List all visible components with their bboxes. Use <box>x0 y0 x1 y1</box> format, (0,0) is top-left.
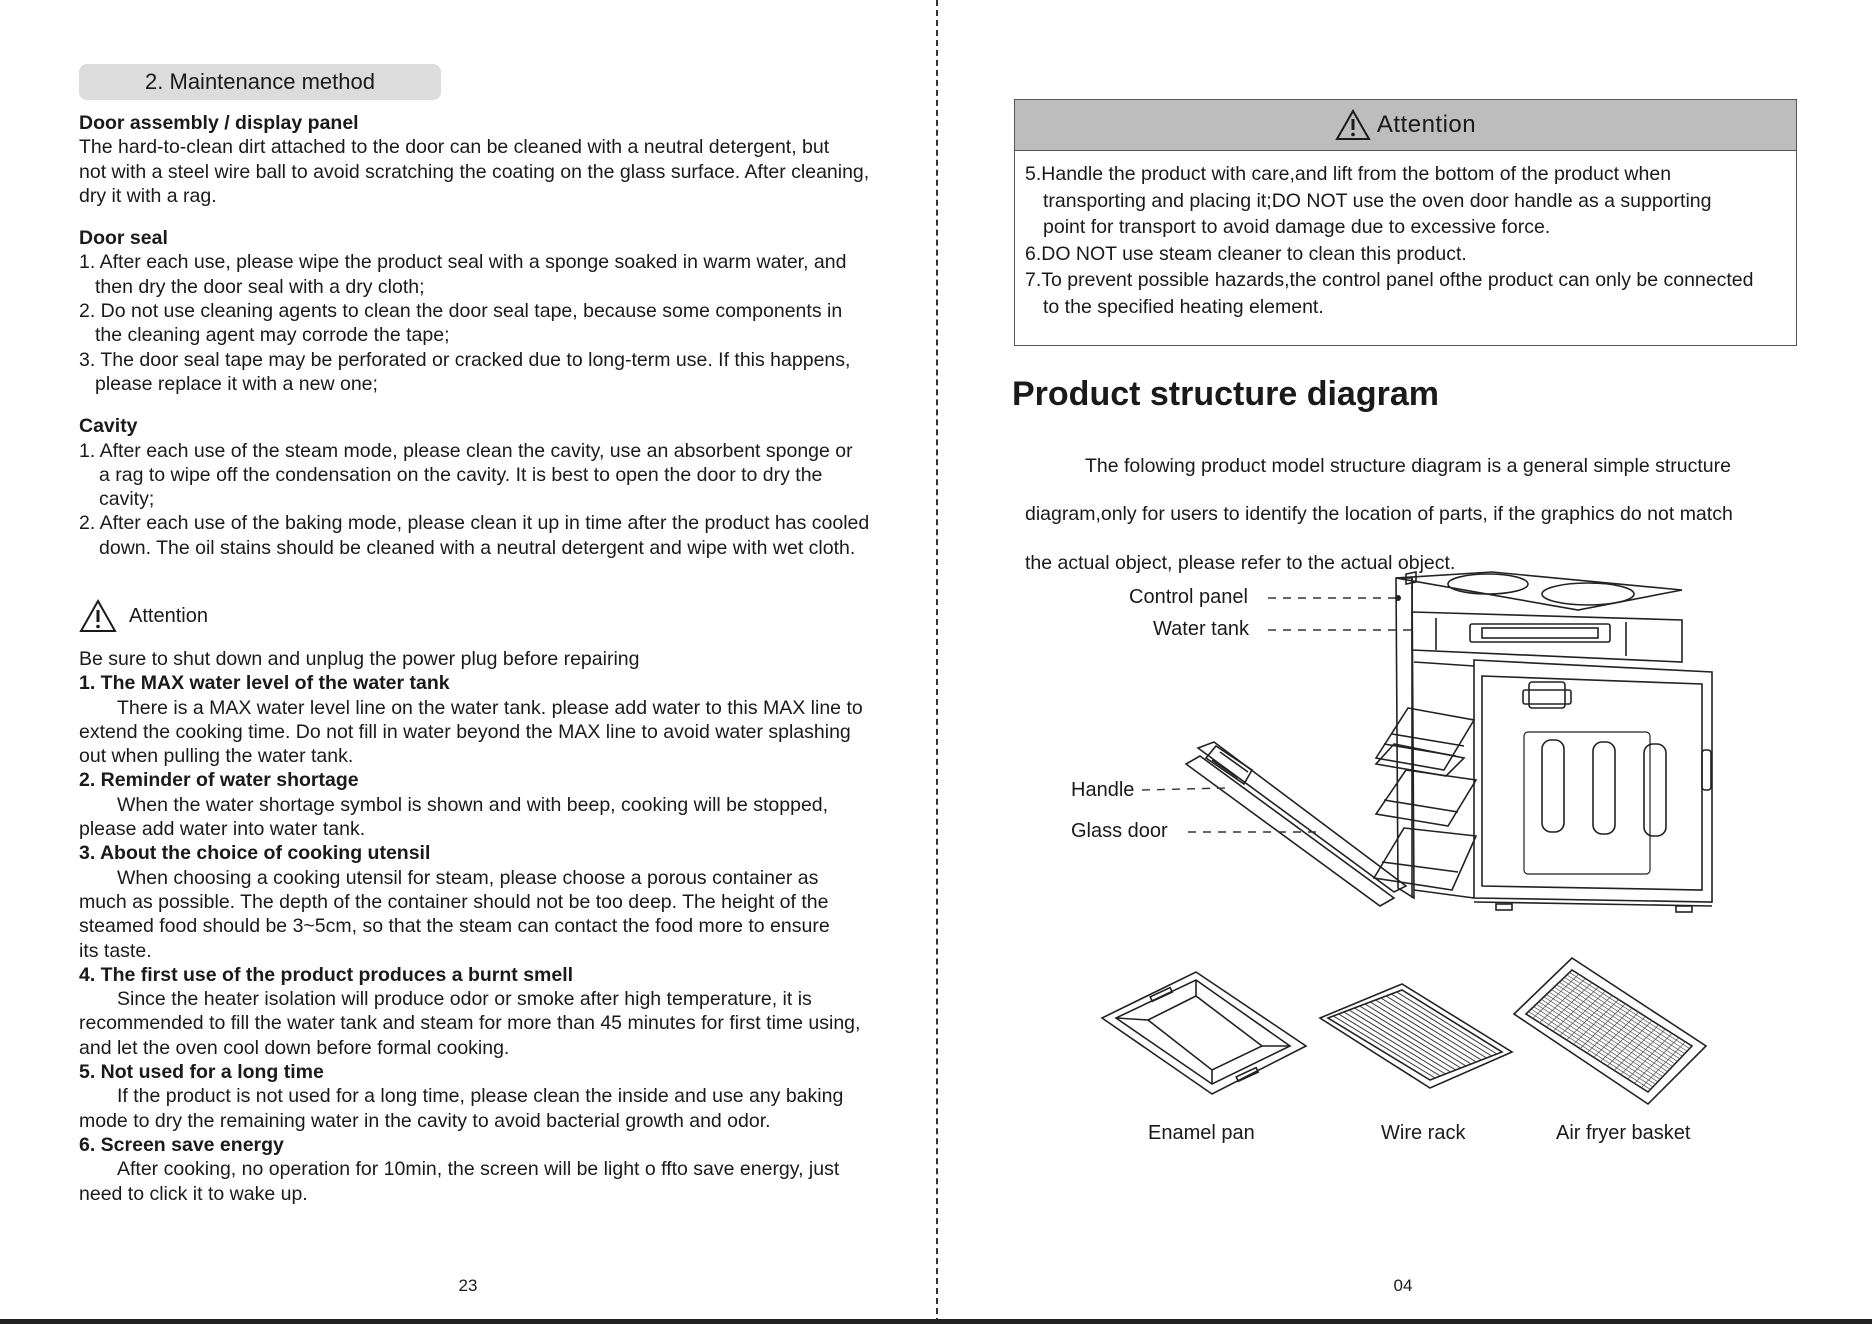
text-line: please add water into water tank. <box>79 818 366 841</box>
text-line: and let the oven cool down before formal cooking. <box>79 1036 510 1059</box>
text-line: 2. Do not use cleaning agents to clean the door seal tape, because some components in <box>79 300 843 323</box>
subheading: Door seal <box>79 227 168 250</box>
warning-icon <box>79 599 117 633</box>
section-title: 2. Maintenance method <box>79 64 441 100</box>
subheading: 6. Screen save energy <box>79 1133 284 1156</box>
subheading: 2. Reminder of water shortage <box>79 769 359 792</box>
diagram-title: Product structure diagram <box>1012 375 1439 413</box>
wire-rack-illustration <box>1320 984 1512 1088</box>
text-line: dry it with a rag. <box>79 184 217 207</box>
text-line: steamed food should be 3~5cm, so that the steam can contact the food more to ensure <box>79 915 830 938</box>
control-panel-band <box>1412 612 1682 662</box>
text-line: 1. After each use, please wipe the product seal with a sponge soaked in warm water, and <box>79 251 847 274</box>
text-line: There is a MAX water level line on the water tank. please add water to this MAX line to <box>117 696 863 719</box>
text-line: to the specified heating element. <box>1043 295 1324 318</box>
maintenance-body <box>79 111 899 560</box>
text-line: the actual object, please refer to the actual object. <box>1025 551 1456 574</box>
text-line: 2. After each use of the baking mode, please clean it up in time after the product has cooled <box>79 512 870 535</box>
text-line: Since the heater isolation will produce odor or smoke after high temperature, it is <box>117 988 812 1011</box>
text-line: a rag to wipe off the condensation on the cavity. It is best to open the door to dry the <box>99 463 823 486</box>
attention-heading <box>79 598 208 634</box>
text-line: The hard-to-clean dirt attached to the door can be cleaned with a neutral detergent, but <box>79 136 830 159</box>
text-line: need to click it to wake up. <box>79 1182 308 1205</box>
caption-enamel-pan: Enamel pan <box>1148 1122 1255 1144</box>
page-number: 04 <box>1393 1276 1413 1295</box>
basket-mesh-line <box>1601 1016 1646 1061</box>
wire-rack-bar <box>1360 1006 1461 1068</box>
callout-handle: Handle <box>1071 779 1135 801</box>
bottom-rule <box>0 1319 1872 1324</box>
text-line: diagram,only for users to identify the location of parts, if the graphics do not match <box>1025 503 1733 525</box>
attention-body <box>79 647 899 1206</box>
text-line: recommended to fill the water tank and steam for more than 45 minutes for first time using, <box>79 1012 861 1035</box>
text-line: 5.Handle the product with care,and lift from the bottom of the product when <box>1025 163 1672 185</box>
text-line: please replace it with a new one; <box>95 372 378 395</box>
wire-rack-bar <box>1370 1002 1471 1064</box>
right-page <box>936 0 1872 1324</box>
subheading: Door assembly / display panel <box>79 112 359 134</box>
callout-control-panel: Control panel <box>1129 586 1248 608</box>
subheading: 3. About the choice of cooking utensil <box>79 842 431 865</box>
text-line: point for transport to avoid damage due to excessive force. <box>1043 216 1551 239</box>
text-line: 3. The door seal tape may be perforated or cracked due to long-term use. If this happens, <box>79 348 851 371</box>
wire-rack-bar <box>1391 994 1491 1056</box>
text-line: much as possible. The depth of the container should not be too deep. The height of the <box>79 890 829 913</box>
control-panel-marker <box>1395 595 1401 601</box>
basket-mesh-line <box>1594 1012 1639 1057</box>
basket-mesh-line <box>1607 1021 1652 1066</box>
basket-mesh-line <box>1557 985 1678 1062</box>
caption-wire-rack: Wire rack <box>1381 1122 1466 1144</box>
attention-label: Attention <box>129 604 208 627</box>
text-line: If the product is not used for a long time, please clean the inside and use any baking <box>117 1085 844 1108</box>
enamel-pan-illustration <box>1102 972 1306 1094</box>
basket-mesh-line <box>1552 990 1673 1067</box>
text-line: the cleaning agent may corrode the tape; <box>95 324 450 347</box>
text-line: cavity; <box>99 488 155 511</box>
attention-title: Attention <box>1376 111 1477 138</box>
page-number: 23 <box>458 1276 478 1295</box>
text-line: After cooking, no operation for 10min, the screen will be light o ffto save energy, just <box>117 1158 840 1181</box>
text-line: transporting and placing it;DO NOT use the oven door handle as a supporting <box>1043 189 1712 212</box>
subheading: 4. The first use of the product produces a burnt smell <box>79 963 574 986</box>
text-line: When the water shortage symbol is shown and with beep, cooking will be stopped, <box>117 793 829 816</box>
wire-rack-bars <box>1333 992 1497 1078</box>
text-line: out when pulling the water tank. <box>79 745 354 768</box>
text-line: The folowing product model structure diagram is a general simple structure <box>1085 454 1731 477</box>
subheading: 5. Not used for a long time <box>79 1061 324 1084</box>
wire-rack-bar <box>1333 1016 1435 1078</box>
basket-mesh-line <box>1587 1008 1632 1053</box>
basket-mesh-line <box>1621 1029 1665 1075</box>
text-line: not with a steel wire ball to avoid scratching the coating on the glass surface. After cleaning, <box>79 160 870 183</box>
wire-rack-bar <box>1339 1014 1441 1076</box>
rack-2 <box>1376 770 1476 826</box>
spacer <box>79 208 899 226</box>
wire-rack-bar <box>1354 1008 1455 1070</box>
text-line: 1. After each use of the steam mode, please clean the cavity, use an absorbent sponge or <box>79 439 853 462</box>
wire-rack-bar <box>1397 992 1497 1054</box>
basket-mesh-line <box>1614 1025 1659 1070</box>
text-line: Be sure to shut down and unplug the power plug before repairing <box>79 648 640 670</box>
wire-rack-bar <box>1376 1000 1477 1062</box>
text-line: then dry the door seal with a dry cloth; <box>95 275 425 298</box>
callout-glass-door: Glass door <box>1071 820 1168 842</box>
text-line: its taste. <box>79 939 152 962</box>
text-line: When choosing a cooking utensil for steam, please choose a porous container as <box>117 866 819 889</box>
spacer <box>79 396 899 414</box>
text-line: down. The oil stains should be cleaned with a neutral detergent and wipe with wet cloth. <box>99 536 856 559</box>
text-line: extend the cooking time. Do not fill in water beyond the MAX line to avoid water splashing <box>79 720 851 743</box>
oven-top-surface <box>1396 572 1682 610</box>
text-line: 6.DO NOT use steam cleaner to clean this product. <box>1025 242 1467 265</box>
rack-3 <box>1374 828 1476 890</box>
basket-mesh-line <box>1628 1033 1672 1079</box>
caption-air-fryer-basket: Air fryer basket <box>1556 1122 1691 1144</box>
subheading: 1. The MAX water level of the water tank <box>79 672 450 695</box>
text-line: 7.To prevent possible hazards,the control panel ofthe product can only be connected <box>1025 269 1754 292</box>
subheading: Cavity <box>79 415 138 438</box>
callout-water-tank: Water tank <box>1153 618 1249 640</box>
text-line: mode to dry the remaining water in the cavity to avoid bacterial growth and odor. <box>79 1109 771 1132</box>
